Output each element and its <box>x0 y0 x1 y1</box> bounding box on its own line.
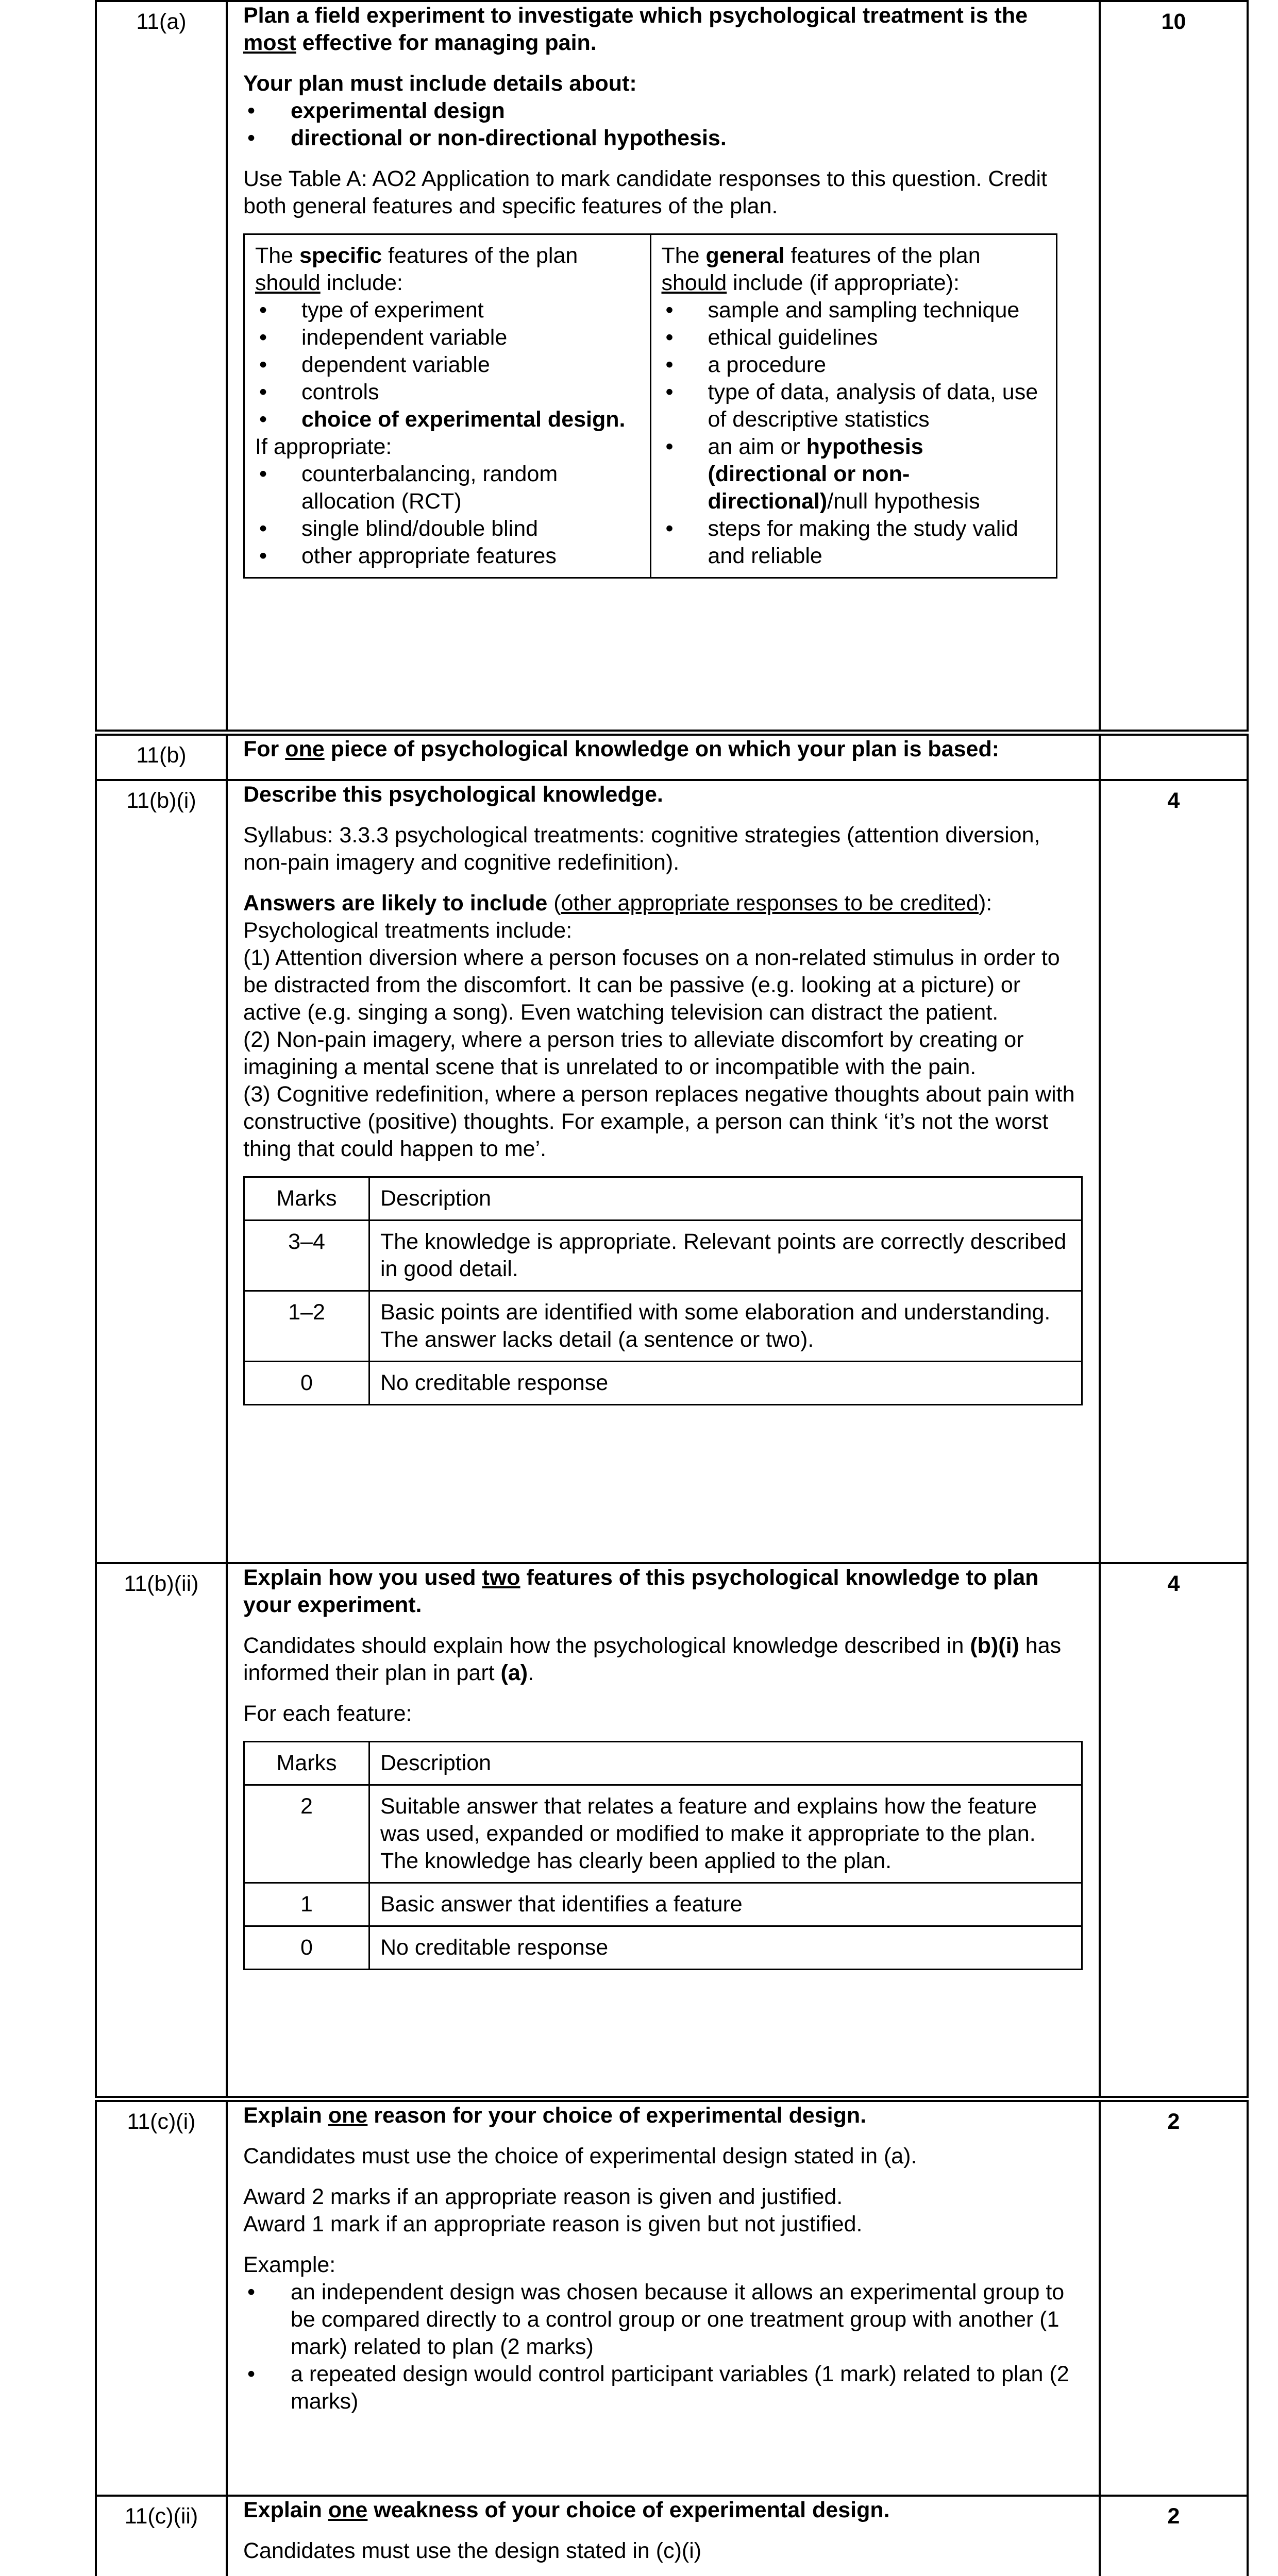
table-header-row: Marks Description <box>244 1742 1082 1785</box>
question-content: Explain how you used two features of this psychological knowledge to plan your experiment. Candidates should explain how the psychological knowledge described in (b)(i) has informed their plan in part (a). For each feature: Marks Description 2 Suitable answer that relates a feature and explains how the feature was used, expanded or modified to make it appropriate to the plan. The knowledge has clearly been applied to the plan. 1 Basic answer that identifies a feature 0 No creditable response <box>227 1563 1100 2099</box>
marks-value: 2 <box>1100 2099 1248 2496</box>
question-number: 11(a) <box>96 1 227 733</box>
list-item: • dependent variable <box>255 351 643 379</box>
list-item: • single blind/double blind <box>255 515 643 543</box>
question-title: Explain one reason for your choice of experimental design. <box>243 2103 867 2128</box>
question-content: Explain one reason for your choice of experimental design. Candidates must use the choice of experimental design stated in (a). Award 2 marks if an appropriate reason is given and justified. Award 1 mark if an appropriate reason is given but not justified. Example: • an independent design was chosen because it allows an experimental group to be compared directly to a control group or one treatment group with another (1 mark) related to plan (2 marks) • a repeated design would control participant variables (1 mark) related to plan (2 marks) <box>227 2099 1100 2496</box>
marking-instruction: Use Table A: AO2 Application to mark candidate responses to this question. Credit both general features and specific features of the plan. <box>243 166 1048 218</box>
list-item: • experimental design <box>243 97 1083 125</box>
question-number: 11(b)(i) <box>96 780 227 1563</box>
table-row: 1–2 Basic points are identified with some elaboration and understanding. The answer lacks detail (a sentence or two). <box>244 1291 1082 1362</box>
list-item: • a repeated design would control participant variables (1 mark) related to plan (2 marks) <box>243 2361 1083 2415</box>
marks-value: 10 <box>1100 1 1248 733</box>
marks-value: 2 <box>1100 2496 1248 2576</box>
question-row-11cii <box>96 2496 1248 2576</box>
list-item: • sample and sampling technique <box>662 297 1049 324</box>
table-row: 3–4 The knowledge is appropriate. Relevant points are correctly described in good detail. <box>244 1221 1082 1291</box>
if-appropriate-label: If appropriate: <box>255 434 392 459</box>
specific-features-list <box>255 297 643 433</box>
plan-features-table <box>243 233 1057 579</box>
question-title: Plan a field experiment to investigate which psychological treatment is the most effective for managing pain. <box>243 3 1028 55</box>
list-item: • controls <box>255 379 643 406</box>
list-item: • counterbalancing, random allocation (RCT) <box>255 461 643 515</box>
list-item: • type of experiment <box>255 297 643 324</box>
marks-value: 4 <box>1100 780 1248 1563</box>
table-row: 2 Suitable answer that relates a feature and explains how the feature was used, expanded or modified to make it appropriate to the plan. The knowledge has clearly been applied to the plan. <box>244 1785 1082 1883</box>
example-list <box>243 2279 1083 2415</box>
general-features-cell: The general features of the plan should include (if appropriate): • sample and sampling technique • ethical guidelines • a procedure • type of data, analysis of data, use of descriptive statistics • an aim or hypothesis (directional or non-directional)/null hypothesis • steps for making the study valid and reliable <box>650 234 1057 578</box>
mark-band-table <box>243 1176 1083 1405</box>
general-features-list <box>662 297 1049 570</box>
mark-scheme-table <box>95 0 1249 2576</box>
table-row: 1 Basic answer that identifies a feature <box>244 1883 1082 1926</box>
question-content: For one piece of psychological knowledge on which your plan is based: <box>227 733 1100 780</box>
question-row-11bi <box>96 780 1248 1563</box>
question-row-11b <box>96 733 1248 780</box>
list-item: • steps for making the study valid and reliable <box>662 515 1049 570</box>
required-details-list <box>243 97 1083 152</box>
list-item: • ethical guidelines <box>662 324 1049 351</box>
question-content: Describe this psychological knowledge. Syllabus: 3.3.3 psychological treatments: cognitive strategies (attention diversion, non-pain imagery and cognitive redefinition). Answers are likely to include (other appropriate responses to be credited): Psychological treatments include: (1) Attention diversion where a person focuses on a non-related stimulus in order to be distracted from the discomfort. It can be passive (e.g. looking at a picture) or active (e.g. singing a song). Even watching television can distract the patient. (2) Non-pain imagery, where a person tries to alleviate discomfort by creating or imagining a mental scene that is unrelated to or incompatible with the pain. (3) Cognitive redefinition, where a person replaces negative thoughts about pain with constructive (positive) thoughts. For example, a person can think ‘it’s not the worst thing that could happen to me’. Marks Description 3–4 The knowledge is appropriate. Relevant points are correctly described in good detail. 1–2 Basic points are identified with some elaboration and understanding. The answer lacks detail (a sentence or two). 0 No creditable response <box>227 780 1100 1563</box>
list-item: • a procedure <box>662 351 1049 379</box>
marks-value: 4 <box>1100 1563 1248 2099</box>
question-row-11bii <box>96 1563 1248 2099</box>
table-row: 0 No creditable response <box>244 1362 1082 1405</box>
question-content: Explain one weakness of your choice of experimental design. Candidates must use the design stated in (c)(i) <box>227 2496 1100 2576</box>
question-number: 11(b)(ii) <box>96 1563 227 2099</box>
question-content <box>227 1 1100 733</box>
must-include-heading: Your plan must include details about: <box>243 71 637 96</box>
question-number: 11(b) <box>96 733 227 780</box>
marks-value <box>1100 733 1248 780</box>
table-header-row: Marks Description <box>244 1177 1082 1221</box>
question-number: 11(c)(i) <box>96 2099 227 2496</box>
list-item: • independent variable <box>255 324 643 351</box>
question-number: 11(c)(ii) <box>96 2496 227 2576</box>
syllabus-reference: Syllabus: 3.3.3 psychological treatments: cognitive strategies (attention diversion, non-pain imagery and cognitive redefinition). <box>243 823 1040 875</box>
list-item: • choice of experimental design. <box>255 406 643 433</box>
list-item: • type of data, analysis of data, use of descriptive statistics <box>662 379 1049 433</box>
list-item: • directional or non-directional hypothesis. <box>243 125 1083 152</box>
question-row-11ci <box>96 2099 1248 2496</box>
question-title: Explain how you used two features of this psychological knowledge to plan your experiment. <box>243 1565 1039 1617</box>
question-title: Describe this psychological knowledge. <box>243 782 663 807</box>
table-row: 0 No creditable response <box>244 1926 1082 1970</box>
question-row-11a <box>96 1 1248 733</box>
list-item: • an independent design was chosen because it allows an experimental group to be compared directly to a control group or one treatment group with another (1 mark) related to plan (2 marks) <box>243 2279 1083 2361</box>
mark-band-table <box>243 1741 1083 1970</box>
optional-features-list <box>255 461 643 570</box>
specific-features-cell: The specific features of the plan should include: • type of experiment • independent variable • dependent variable • controls • choice of experimental design. If appropriate: • counterbalancing, random allocation (RCT) • single blind/double blind • other appropriate features <box>244 234 651 578</box>
question-title: Explain one weakness of your choice of experimental design. <box>243 2498 890 2522</box>
list-item: • other appropriate features <box>255 543 643 570</box>
list-item: • an aim or hypothesis (directional or non-directional)/null hypothesis <box>662 433 1049 515</box>
